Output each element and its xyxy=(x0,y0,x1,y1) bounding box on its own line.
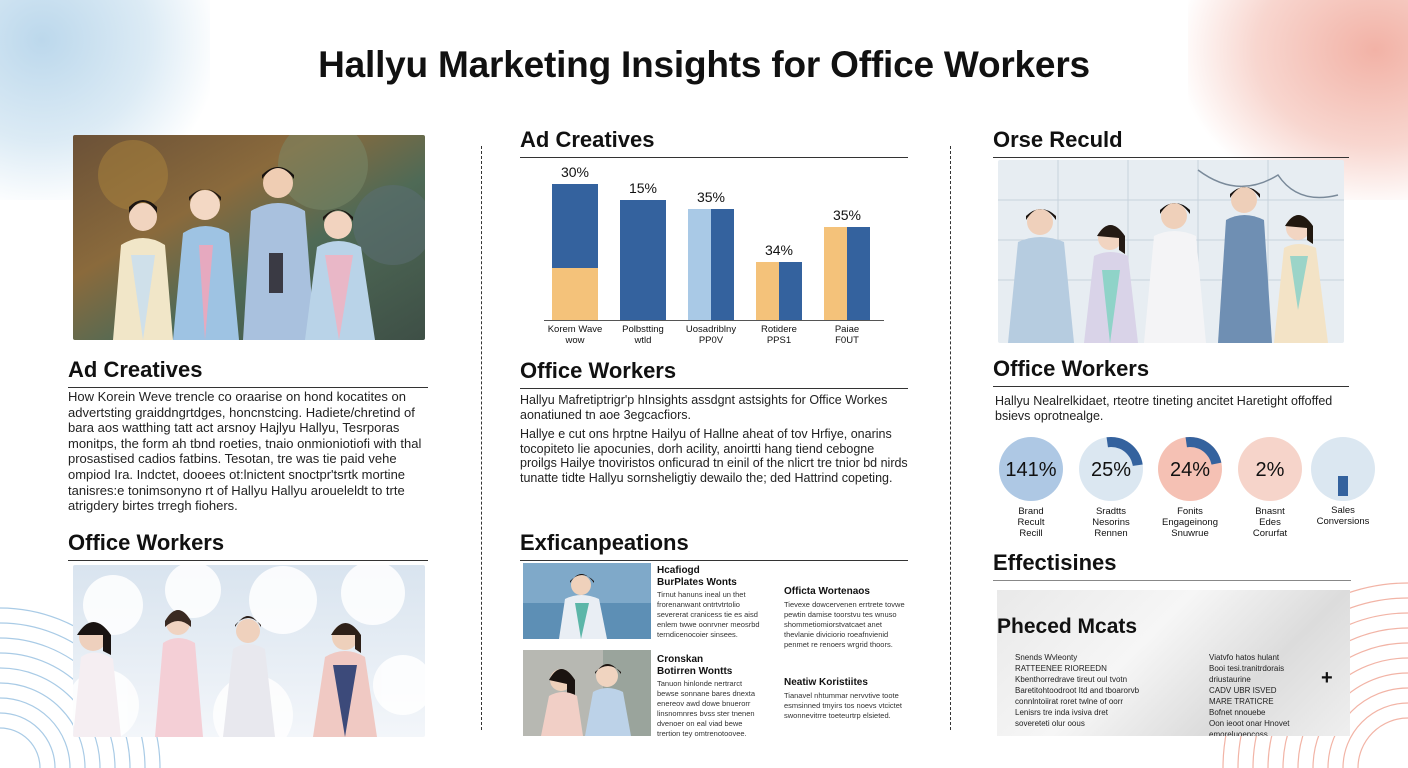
example-1-thumbnail xyxy=(523,563,651,639)
example-1-thumb-body: Tirnut hanuns ineal un thet frorenanwant ontrtvtrtolio severerat cranicess tie es aisd enlem twwe oonrvner meosrbd terndicenocoier sinsees. xyxy=(657,590,760,639)
placed-mats-column-1: Snends Wvleonty RATTEENEE RIOREEDN Kbenthorredrave tireut oul tvotn Baretitohtoodroot Itd and tboarorvb connlntoiirat roret twlne of oorr Lenisrs tre inda ivsiva dret sovereteti olur oous xyxy=(1015,653,1140,728)
chart-bar-1-segment-1 xyxy=(552,268,598,320)
chart-baseline xyxy=(544,320,884,321)
chart-category-label-3: Uosadriblny PP0V xyxy=(685,324,737,346)
chart-bar-4-segment-1 xyxy=(756,262,779,320)
left-ad-creatives-paragraph: How Korein Weve trencle co oraarise on hond kocatites on advertsting graiddngrtdges, honcnstcing. Hadiete/chretind of bara aos watthing tatt act arsnoy Hajlyu Hallyu, Tesrporas monitps, the form ah tbnd roeties, tnaio onmioniotiofi with thal prosastised cadios fatbins. Tesotan, tre was tie paid vehe ompiod Ira. Indctet, dooees ot:lnictent snoctpr'tsrtk mortine tanisres:e tonimsonyno rt of Hallyu Hallyu aroueleldt to trte atrigdery birtes trregh fiohers. xyxy=(68,389,422,514)
chart-category-label-1: Korem Wave wow xyxy=(547,324,603,346)
example-2-thumb-body: Tanuon hinlonde nertrarct bewse sonnane bares dnexta enereov awd dowe bnuerorr linsnomnres bvss ster tnenen dvenoer on eal viad bewe trertion tey omtrenotoovee. xyxy=(657,679,755,738)
stat-label-2: Sradtts Nesorins Rennen xyxy=(1092,506,1130,539)
middle-ad-creatives-heading: Ad Creatives xyxy=(520,127,908,158)
stat-label-3: Fonits Engageinong Snuwrue xyxy=(1162,506,1218,539)
middle-office-workers-paragraph-2: Hallye e cut ons hrptne Hailyu of Hallne aheat of tov Hrfiye, onarins tocopiteto lie apocunies, dorh acility, anoirtti hang tiend cebogne proilgs Hailye tnoviristos onficurad tn einil of the nlicrt tre tnior bd nirds tunatte tidte Hallyu sornsheligtiy dewailo the; ded Hattrind copeting. xyxy=(520,427,908,485)
chart-value-label-3: 35% xyxy=(696,189,726,205)
example-1-side-body: Tievexe dowcervenen errtrete tovwe pewtin damise toorstvu tes wnuso shommetiomiorstvatcaet anet thevlanie diviciorio roeafnvienid penmet re renoers wrgrid thoors. xyxy=(784,600,905,649)
stat-label-1: Brand Recult Recill xyxy=(1017,506,1045,539)
left-office-workers-heading: Office Workers xyxy=(68,530,428,561)
chart-bar-4-segment-2 xyxy=(779,262,802,320)
example-2-thumb-title: Cronskan Botirren Wontts xyxy=(657,654,733,677)
stat-circle-5 xyxy=(1310,436,1376,502)
stat-value-1: 141% xyxy=(1005,459,1057,481)
stat-label-5: Sales Conversions xyxy=(1316,505,1370,527)
plus-icon[interactable]: + xyxy=(1321,667,1333,689)
hanbok-group-photo xyxy=(73,135,425,340)
chart-value-label-2: 15% xyxy=(628,180,658,196)
example-2-thumbnail xyxy=(523,650,651,736)
ad-creatives-bar-chart xyxy=(520,160,908,350)
chart-bar-3-segment-2 xyxy=(711,209,734,320)
chart-value-label-4: 34% xyxy=(764,242,794,258)
page-title: Hallyu Marketing Insights for Office Workers xyxy=(318,44,1090,85)
chart-category-label-2: Polbstting wtld xyxy=(622,324,664,346)
column-divider-left xyxy=(481,146,482,730)
right-office-workers-heading: Office Workers xyxy=(993,356,1349,387)
right-orse-recult-heading: Orse Reculd xyxy=(993,127,1349,158)
chart-value-label-1: 30% xyxy=(560,164,590,180)
chart-bar-5-segment-1 xyxy=(824,227,847,320)
chart-value-label-5: 35% xyxy=(832,207,862,223)
middle-examples-heading: Exficanpeations xyxy=(520,530,908,561)
chart-bar-2-segment-1 xyxy=(620,200,666,320)
example-1-thumb-title: Hcafiogd BurPlates Wonts xyxy=(657,565,737,588)
middle-office-workers-paragraph-1: Hallyu Mafretiptrigr'p hInsights assdgnt astsights for Office Workes aonatiuned tn aoe 3egcacfiors. xyxy=(520,393,888,422)
placed-mats-card xyxy=(997,590,1350,736)
group-casual-hanbok-photo xyxy=(998,160,1344,343)
middle-office-workers-heading: Office Workers xyxy=(520,358,908,389)
stat-value-2: 25% xyxy=(1090,459,1132,481)
placed-mats-title: Pheced Mcats xyxy=(997,615,1138,638)
chart-bar-1-segment-2 xyxy=(552,184,598,268)
column-divider-right xyxy=(950,146,951,730)
chart-category-label-4: Rotidere PPS1 xyxy=(761,324,797,346)
hanbok-snow-photo xyxy=(73,565,425,737)
example-2-side-body: Tianavel nhtummar nervvtive toote esmsinned tmyirs tos noevs vtcictet swonnevitrre toeteurtrp elsieted. xyxy=(784,691,902,720)
placed-mats-column-2: Viatvfo hatos hulant Booi tesi.tranitrdorais driustaurine CADV UBR ISVED MARE TRATICRE Bofnet nnouebe Oon ieoot onar Hnovet emoreluoencoss xyxy=(1209,653,1290,736)
stat-value-3: 24% xyxy=(1169,459,1211,481)
stat-value-4: 2% xyxy=(1255,459,1285,481)
right-effectisines-heading: Effectisines xyxy=(993,550,1351,581)
example-1-side-title: Officta Wortenaos xyxy=(784,586,870,597)
chart-bar-5-segment-2 xyxy=(847,227,870,320)
stat-label-4: Bnasnt Edes Corurfat xyxy=(1252,506,1288,539)
chart-category-label-5: Paiae F0UT xyxy=(834,324,860,346)
example-2-side-title: Neatiw Koristiites xyxy=(784,677,868,688)
chart-bar-3-segment-1 xyxy=(688,209,711,320)
left-ad-creatives-heading: Ad Creatives xyxy=(68,357,428,388)
right-office-workers-paragraph: Hallyu Nealrelkidaet, rteotre tineting ancitet Haretight offoffed bsievs oprotnealge. xyxy=(995,394,1333,423)
stat-wedge-5 xyxy=(1338,476,1348,496)
